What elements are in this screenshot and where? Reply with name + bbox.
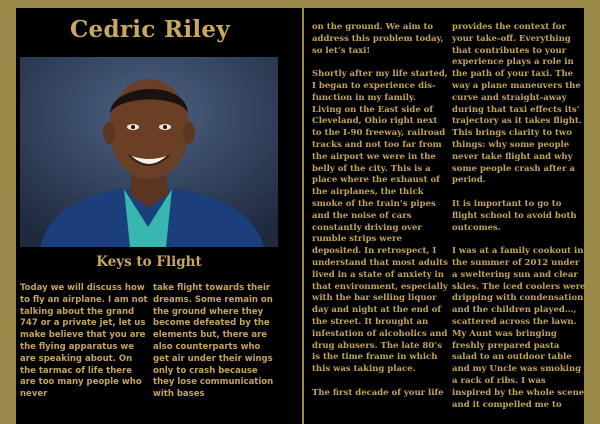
column-divider bbox=[302, 8, 304, 424]
article-column-1 bbox=[20, 283, 148, 401]
section-heading: Keys to Flight bbox=[96, 254, 202, 270]
portrait-photo bbox=[20, 57, 278, 247]
paragraph: The first decade of your life bbox=[312, 387, 444, 398]
article-column-4 bbox=[452, 22, 587, 411]
paragraph: Today we will discuss how to fly an airplane. I am not talking about the grand 747 or a private jet, let us make believe that you are the flying apparatus we are speaking about. On the tarmac of life there are too many people who never bbox=[20, 283, 148, 400]
paragraph: Shortly after my life started, I began to experience dis-function in my family. Living on the East side of Cleveland, Ohio right next to the I-90 freeway, railroad tracks and not too far from the airport we were in the belly of the city. This is a place where the exhaust of the airplanes, the thick smoke of the train’s pipes and the noise of cars constantly driving over rumble strips were deposited. In retrospect, I understand that most adults lived in a state of anxiety in that environment, especially with the bar selling liquor day and night at the end of the street. It brought an infestation of alcoholics and drug abusers. The late 80’s is the time frame in which this was taking place. bbox=[312, 69, 448, 375]
paragraph: I was at a family cookout in the summer of 2012 under a sweltering sun and clear skies. The iced coolers were dripping with condensation and the children played…, scattered across the lawn. My Aunt was bringing freshly prepared pasta salad to an outdoor table and my Uncle was smoking a rack of ribs. I was inspired by the whole scene and it compelled me to bbox=[452, 246, 586, 410]
paragraph: provides the context for your take-off. Everything that contributes to your experience plays a role in the path of your taxi. The way a plane maneuvers the curve and straight-away during that taxi effects its’ trajectory as it takes flight. This brings clarity to two things: why some people never take flight and why some people crash after a period. bbox=[452, 22, 582, 186]
article-column-2 bbox=[153, 283, 279, 401]
portrait-illustration bbox=[20, 57, 278, 247]
article-column-3 bbox=[312, 22, 448, 400]
paragraph: It is important to go to flight school to avoid both outcomes. bbox=[452, 198, 577, 233]
page-title: Cedric Riley bbox=[69, 15, 231, 43]
paragraph: on the ground. We aim to address this problem today, so let’s taxi! bbox=[312, 22, 444, 56]
paragraph: take flight towards their dreams. Some remain on the ground where they become defeated by the elements but, there are also counterparts who get air under their wings only to crash because they lose communication with bases bbox=[153, 283, 274, 400]
